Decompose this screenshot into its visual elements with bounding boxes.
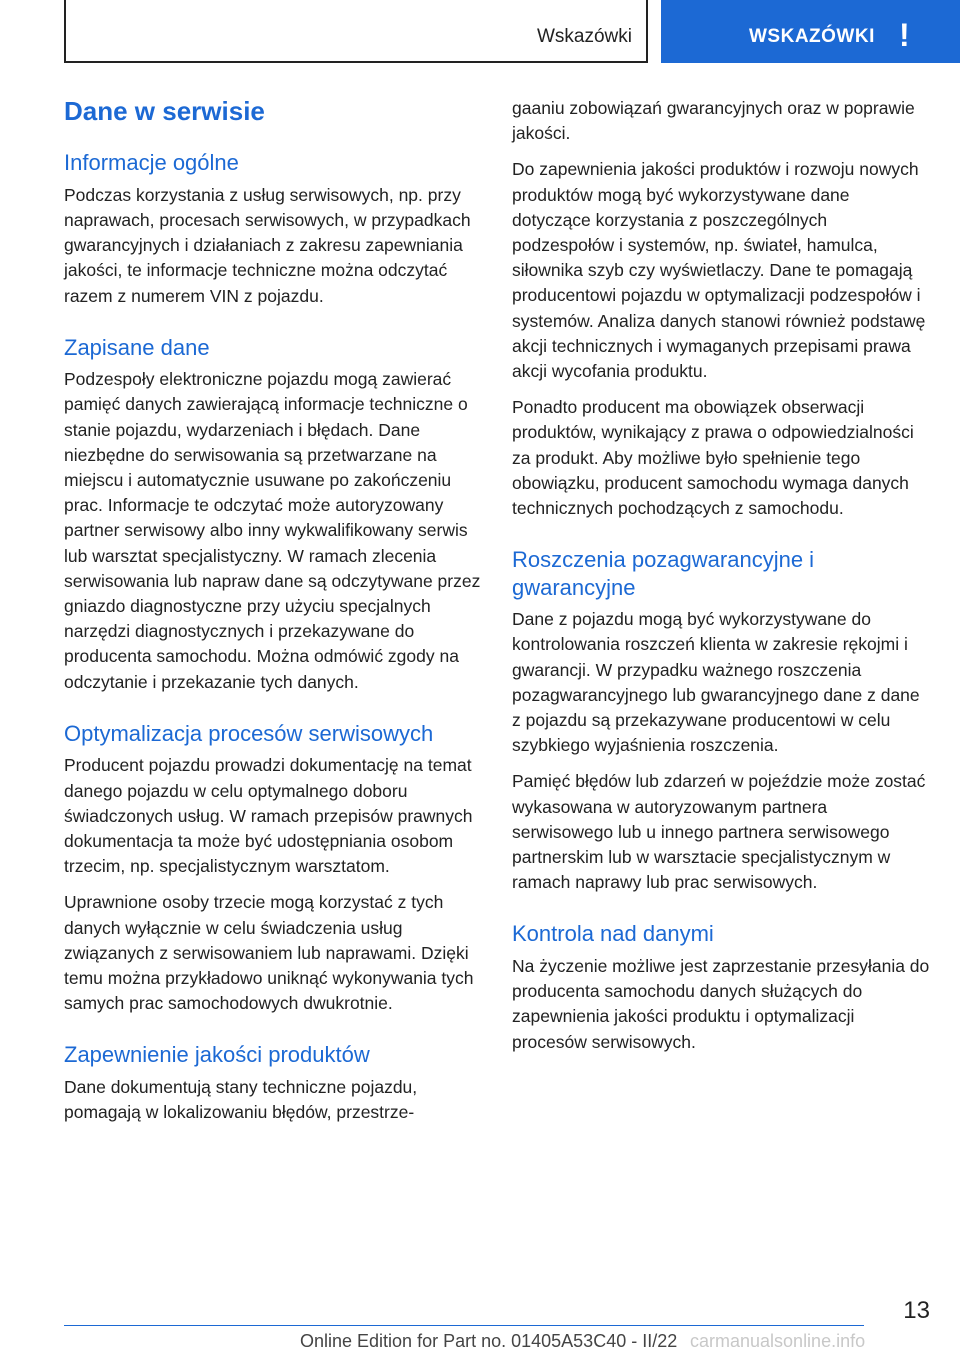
page-title: Dane w serwisie [64, 96, 265, 126]
section-title-service-optimization: Optymalizacja procesów serwisowych [64, 720, 434, 746]
exclamation-icon: ! [899, 17, 910, 53]
left-column [64, 96, 482, 1136]
footer-divider [64, 1325, 864, 1326]
paragraph: Uprawnione osoby trzecie mogą korzystać z tych danych wyłącznie w celu świadczenia usług związanych z serwisowaniem lub naprawami. Dzięki temu można przykładowo uniknąć wykonywania tych samych prac samochodowych dwukrotnie. [64, 892, 474, 1014]
section-title-general: Informacje ogólne [64, 150, 239, 176]
footer-edition: Online Edition for Part no. 01405A53C40 - II/22 [300, 1331, 678, 1351]
paragraph: Do zapewnienia jakości produktów i rozwoju nowych produktów mogą być wykorzystywane dane dotyczące korzystania z poszczególnych podzespołów i systemów, np. świateł, hamulca, siłownika szyb czy wyświetlaczy. Dane te pomagają producentowi pojazdu w optymalizacji podzespołów i systemów. Analiza danych stanowi również podstawę akcji technicznych i wymaganych przepisami prawa akcji wycofania produktu. [512, 159, 926, 382]
header-chapter-label: WSKAZÓWKI [749, 26, 875, 47]
right-column [512, 96, 930, 1066]
section-title-warranty-claims: Roszczenia pozagwarancyjne i gwarancyjne [512, 547, 815, 600]
section-title-stored-data: Zapisane dane [64, 334, 210, 360]
section-title-data-control: Kontrola nad danymi [512, 921, 714, 947]
watermark: carmanualsonline.info [690, 1331, 866, 1351]
paragraph: Podzespoły elektroniczne pojazdu mogą zawierać pamięć danych zawierającą informacje techniczne o stanie pojazdu, wydarzeniach i błędach. Dane niezbędne do serwisowania są przetwarzane na miejscu i automatycznie usuwane po zakończeniu prac. Informacje te odczytać może autoryzowany partner serwisowy albo inny wykwalifikowany serwis lub warsztat specjalistyczny. W ramach zlecenia serwisowania lub napraw dane są odczytywane przez gniazdo diagnostyczne przy użyciu specjalnych narzędzi diagnostycznych i przekazywane do producenta samochodu. Można odmówić zgody na odczytanie i przekazanie tych danych. [64, 369, 481, 692]
header-section-label: Wskazówki [536, 26, 632, 47]
paragraph: Producent pojazdu prowadzi dokumentację na temat danego pojazdu w celu optymalnego doboru świadczonych usług. W ramach przepisów prawnych dokumentacja ta może być udostępniania osobom trzecim, np. specjalistycznym warsztatom. [64, 755, 473, 877]
header-chapter-tab [661, 0, 960, 63]
paragraph: gaaniu zobowiązań gwarancyjnych oraz w poprawie jakości. [512, 98, 915, 144]
section-title-quality-assurance: Zapewnienie jakości produktów [64, 1042, 370, 1068]
paragraph: Na życzenie możliwe jest zaprzestanie przesyłania do producenta samochodu danych służących do zapewnienia jakości produktu i optymalizacji procesów serwisowych. [512, 955, 930, 1052]
paragraph: Dane z pojazdu mogą być wykorzystywane do kontrolowania roszczeń klienta w zakresie rękojmi i gwarancji. W przypadku ważnego roszczenia pozagwarancyjnego lub gwarancyjnego dane z dane z pojazdu są przekazywane producentowi w celu szybkiego wyjaśnienia roszczenia. [512, 609, 920, 756]
paragraph: Dane dokumentują stany techniczne pojazdu, pomagają w lokalizowaniu błędów, przestrze- [64, 1076, 418, 1123]
header-section-box [64, 0, 648, 63]
paragraph: Podczas korzystania z usług serwisowych, np. przy naprawach, procesach serwisowych, w przypadkach gwarancyjnych i działaniach z zakresu zapewniania jakości, te informacje techniczne można odczytać razem z numerem VIN z pojazdu. [64, 184, 471, 306]
page-number: 13 [903, 1297, 930, 1324]
paragraph: Pamięć błędów lub zdarzeń w pojeździe może zostać wykasowana w autoryzowanym partnera serwisowego lub u innego partnera serwisowego partnerskim lub w warsztacie specjalistycznym w ramach naprawy lub prac serwisowych. [512, 771, 926, 893]
paragraph: Ponadto producent ma obowiązek obserwacji produktów, wynikający z prawa o odpowiedzialności za produkt. Aby możliwe było spełnienie tego obowiązku, producent samochodu wymaga danych technicznych pochodzących z samochodu. [512, 397, 914, 519]
